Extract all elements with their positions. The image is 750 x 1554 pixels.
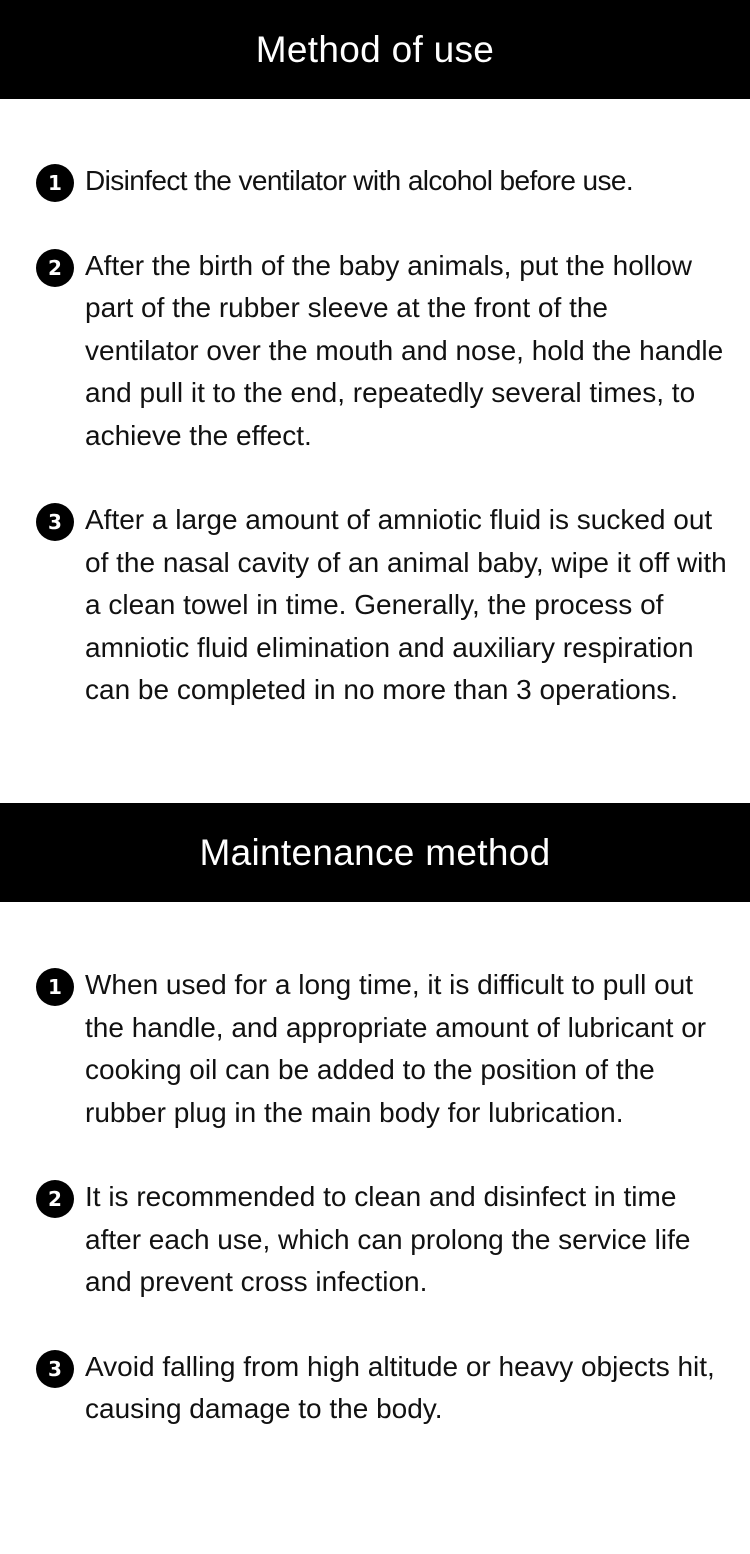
list-item xyxy=(0,160,750,203)
step-text: Avoid falling from high altitude or heavy objects hit, causing damage to the body. xyxy=(85,1350,715,1424)
step-number-badge: 1 xyxy=(36,968,74,1006)
method-of-use-list xyxy=(0,160,750,712)
step-text: After the birth of the baby animals, put the hollow part of the rubber sleeve at the front of the ventilator over the mouth and nose, hold the handle and pull it to the end, repeatedly several times, to achieve the effect. xyxy=(85,249,724,451)
maintenance-method-heading: Maintenance method xyxy=(0,803,750,902)
step-number-badge: 1 xyxy=(36,164,74,202)
method-of-use-heading: Method of use xyxy=(0,0,750,99)
list-item xyxy=(0,1176,750,1304)
step-text: When used for a long time, it is difficult to pull out the handle, and appropriate amount of lubricant or cooking oil can be added to the position of the rubber plug in the main body for lubrication. xyxy=(85,969,707,1128)
step-text: Disinfect the ventilator with alcohol before use. xyxy=(85,165,634,196)
step-text: It is recommended to clean and disinfect in time after each use, which can prolong the service life and prevent cross infection. xyxy=(85,1181,691,1297)
step-number-badge: 3 xyxy=(36,503,74,541)
list-item xyxy=(0,245,750,458)
step-number-badge: 2 xyxy=(36,1180,74,1218)
list-item xyxy=(0,1346,750,1431)
maintenance-method-list xyxy=(0,964,750,1431)
step-number-badge: 2 xyxy=(36,249,74,287)
list-item xyxy=(0,964,750,1134)
step-text: After a large amount of amniotic fluid is sucked out of the nasal cavity of an animal baby, wipe it off with a clean towel in time. Generally, the process of amniotic fluid elimination and auxiliary respiration can be completed in no more than 3 operations. xyxy=(85,504,727,705)
list-item xyxy=(0,499,750,712)
step-number-badge: 3 xyxy=(36,1350,74,1388)
